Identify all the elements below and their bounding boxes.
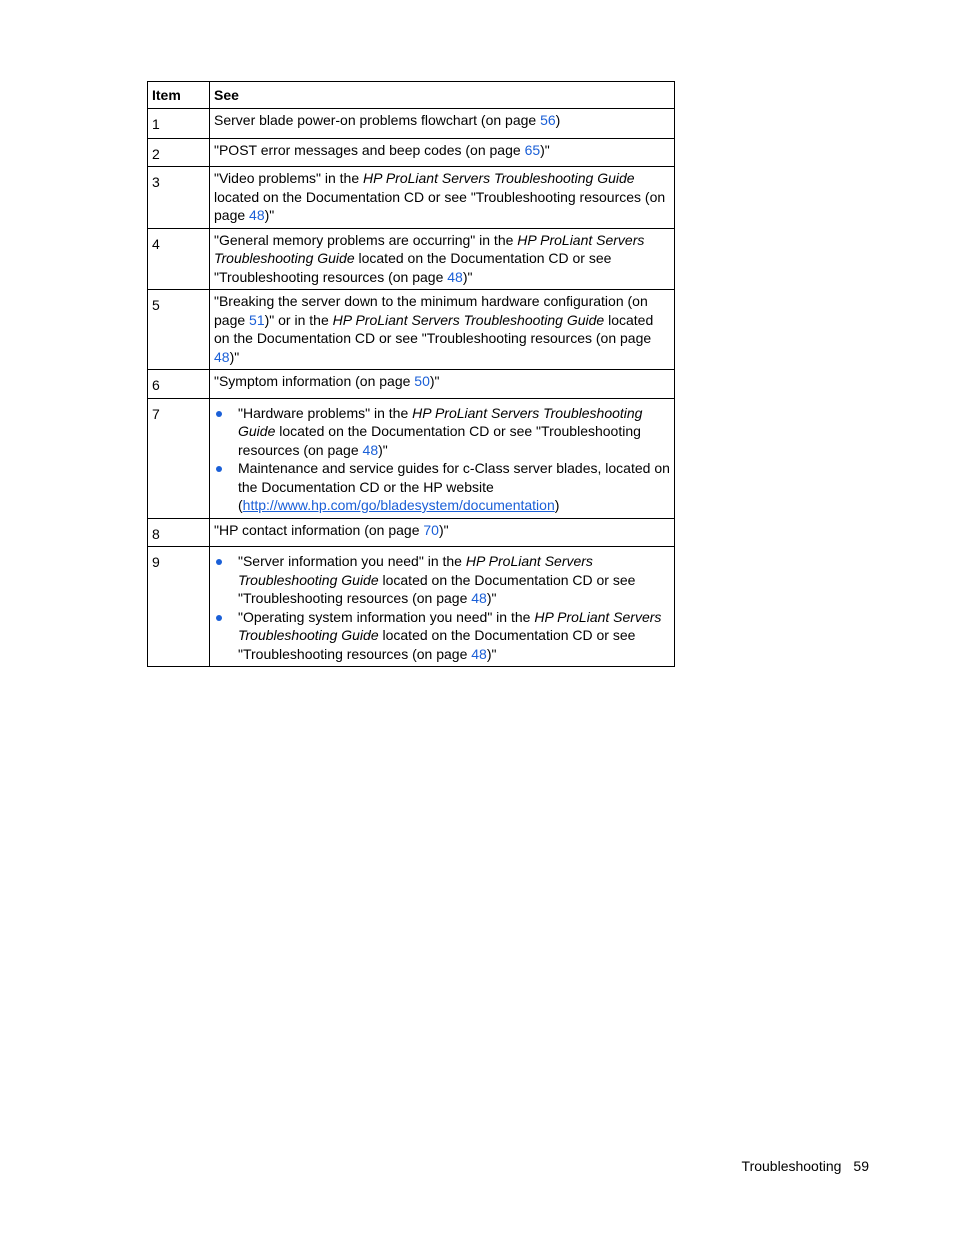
item-number: 5: [148, 290, 210, 370]
page-link[interactable]: 48: [471, 590, 487, 606]
bullet-icon: [216, 411, 222, 417]
page-link[interactable]: 48: [214, 348, 230, 365]
text: located on the Documentation CD or see "Troubleshooting resources (on page: [238, 571, 636, 606]
bullet-list: [214, 404, 670, 515]
text: "POST error messages and beep codes (on page: [214, 141, 525, 158]
list-item: [214, 404, 670, 460]
page-link[interactable]: 70: [423, 521, 439, 538]
text: Maintenance and service guides for c-Class server blades, located on the Documentation CD or the HP website (: [238, 460, 670, 513]
see-cell: [210, 138, 675, 167]
bullet-icon: [216, 615, 222, 621]
text: "Video problems" in the: [214, 170, 363, 186]
text: )": [462, 268, 473, 285]
text: "HP contact information (on page: [214, 521, 424, 538]
item-number: 7: [148, 398, 210, 518]
table-row: [148, 290, 675, 370]
see-cell: [210, 167, 675, 229]
bullet-list: [214, 552, 670, 663]
item-number: 6: [148, 370, 210, 399]
text: Server blade power-on problems flowchart (on page: [214, 111, 541, 128]
see-cell: [210, 518, 675, 547]
text: located on the Documentation CD or see "Troubleshooting resources (on page: [214, 250, 612, 285]
bullet-icon: [216, 466, 222, 472]
see-cell: [210, 290, 675, 370]
text: located on the Documentation CD or see "Troubleshooting resources (on page: [214, 188, 666, 223]
page-link[interactable]: 48: [362, 441, 379, 458]
item-number: 1: [148, 108, 210, 138]
text: located on the Documentation CD or see "Troubleshooting resources (on page: [238, 627, 636, 662]
list-item: [214, 608, 670, 664]
text: )": [438, 521, 449, 538]
table-row: [148, 167, 675, 229]
text: )": [486, 645, 497, 662]
see-cell: [210, 547, 675, 667]
see-cell: [210, 398, 675, 518]
page-link[interactable]: 51: [249, 311, 265, 328]
text: "Server information you need" in the: [238, 553, 466, 569]
footer-section-title: Troubleshooting: [741, 1158, 842, 1174]
page-footer: [742, 1158, 869, 1174]
text: "General memory problems are occurring" in the: [214, 231, 518, 248]
text: located on the Documentation CD or see "Troubleshooting resources (on page: [238, 423, 641, 458]
text: "Hardware problems" in the: [238, 404, 413, 421]
page-link[interactable]: 65: [524, 141, 541, 158]
header-see: See: [210, 82, 675, 109]
table-row: [148, 108, 675, 138]
item-number: 8: [148, 518, 210, 547]
table-row: [148, 228, 675, 290]
item-number: 2: [148, 138, 210, 167]
text: "Operating system information you need" in the: [238, 608, 535, 625]
see-cell: [210, 370, 675, 399]
table-row: [148, 138, 675, 167]
text: )": [229, 348, 240, 365]
guide-title: HP ProLiant Servers Troubleshooting Guide: [214, 231, 645, 266]
table-row: [148, 370, 675, 399]
list-item: [214, 552, 670, 608]
text: ): [555, 111, 561, 128]
guide-title: HP ProLiant Servers Troubleshooting Guide: [238, 404, 643, 439]
item-number: 4: [148, 228, 210, 290]
troubleshooting-reference-table: [147, 81, 675, 667]
see-cell: [210, 108, 675, 138]
see-cell: [210, 228, 675, 290]
page-link[interactable]: 48: [447, 268, 463, 285]
guide-title: HP ProLiant Servers Troubleshooting Guide: [363, 170, 635, 186]
page-link[interactable]: 48: [471, 645, 487, 662]
hp-website-link[interactable]: http://www.hp.com/go/bladesystem/documentation: [242, 497, 555, 513]
header-item: Item: [148, 82, 210, 109]
guide-title: HP ProLiant Servers Troubleshooting Guide: [332, 311, 605, 328]
page-link[interactable]: 56: [540, 111, 556, 128]
guide-title: HP ProLiant Servers Troubleshooting Guide: [238, 608, 662, 643]
text: )" or in the: [264, 311, 333, 328]
text: ): [554, 497, 560, 513]
table-header-row: [148, 82, 675, 109]
text: )": [540, 141, 550, 158]
bullet-icon: [216, 559, 222, 565]
text: )": [378, 441, 388, 458]
text: )": [486, 590, 497, 606]
table-row: [148, 547, 675, 667]
text: "Symptom information (on page: [214, 373, 415, 389]
text: "Breaking the server down to the minimum hardware configuration (on page: [214, 293, 648, 328]
table-row: [148, 518, 675, 547]
text: )": [264, 207, 275, 223]
item-number: 9: [148, 547, 210, 667]
page-number: 59: [853, 1158, 869, 1174]
page-link[interactable]: 48: [249, 207, 265, 223]
item-number: 3: [148, 167, 210, 229]
text: )": [429, 373, 440, 389]
list-item: [214, 459, 670, 515]
text: located on the Documentation CD or see "Troubleshooting resources (on page: [214, 311, 654, 346]
guide-title: HP ProLiant Servers Troubleshooting Guide: [238, 553, 593, 588]
page-link[interactable]: 50: [414, 373, 430, 389]
table-row: [148, 398, 675, 518]
